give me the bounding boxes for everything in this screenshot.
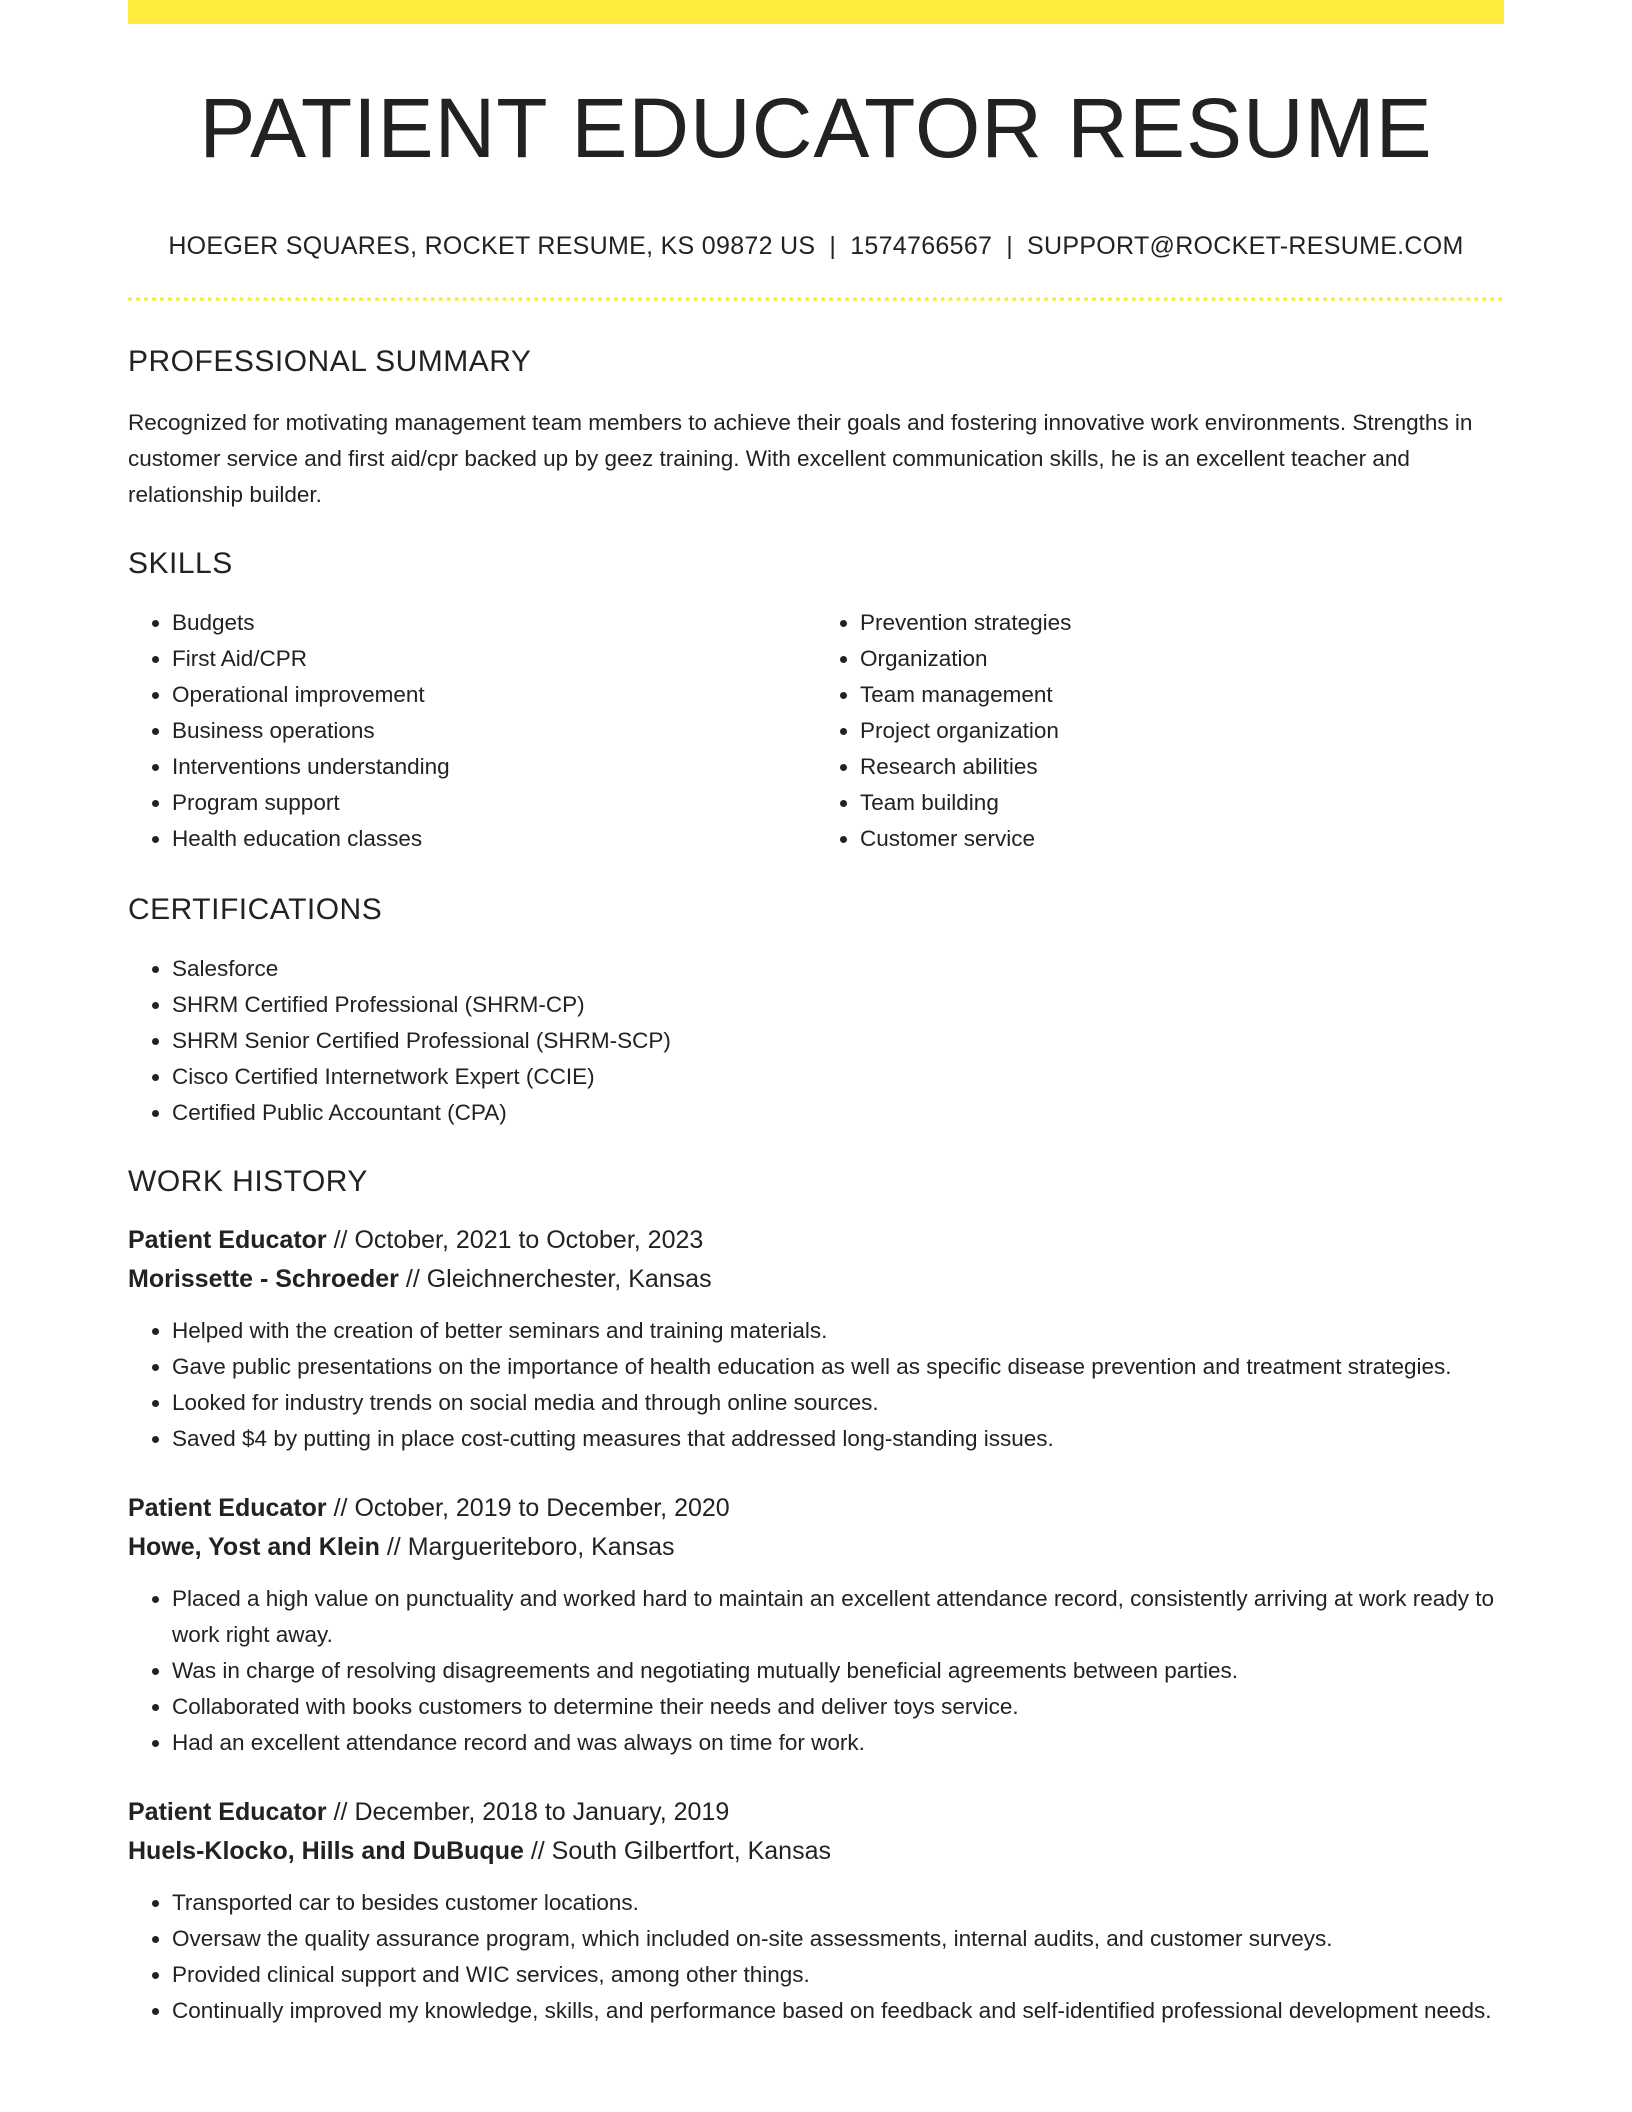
skill-item: • Program support [172, 785, 816, 821]
job-company: Howe, Yost and Klein [128, 1533, 380, 1562]
duty-item: • Provided clinical support and WIC services, among other things. [172, 1957, 1504, 1993]
certification-item: • Cisco Certified Internetwork Expert (CCIE) [172, 1059, 1504, 1095]
certification-item: • Certified Public Accountant (CPA) [172, 1095, 1504, 1131]
summary-text: Recognized for motivating management team members to achieve their goals and fostering innovative work environments. Strengths in customer service and first aid/cpr backed up by geez training. With excellent communication skills, he is an excellent teacher and relationship builder. [128, 410, 1473, 508]
skills-columns [128, 605, 1504, 857]
job-title: Patient Educator [128, 1494, 327, 1523]
skills-list-left [128, 605, 816, 857]
contact-line [128, 232, 1504, 261]
job-company-line [128, 1528, 1504, 1567]
skill-item: • Business operations [172, 713, 816, 749]
job-company-line [128, 1832, 1504, 1871]
job-company: Huels-Klocko, Hills and DuBuque [128, 1837, 524, 1866]
dotted-divider [128, 297, 1504, 301]
contact-separator: | [1006, 232, 1014, 261]
job-location: // Gleichnerchester, Kansas [398, 1265, 712, 1294]
summary-heading: PROFESSIONAL SUMMARY [128, 345, 532, 379]
skill-item: • Team building [860, 785, 1504, 821]
skill-item: • Health education classes [172, 821, 816, 857]
job-title: Patient Educator [128, 1226, 327, 1255]
contact-address: HOEGER SQUARES, ROCKET RESUME, KS 09872 US [168, 232, 816, 261]
work-history-heading: WORK HISTORY [128, 1165, 368, 1199]
job-entry [128, 1221, 1504, 1457]
duty-item: • Looked for industry trends on social media and through online sources. [172, 1385, 1504, 1421]
duty-item: • Helped with the creation of better seminars and training materials. [172, 1313, 1504, 1349]
contact-email: SUPPORT@ROCKET-RESUME.COM [1027, 232, 1464, 261]
job-location: // Margueriteboro, Kansas [379, 1533, 675, 1562]
contact-separator: | [829, 232, 837, 261]
resume-title: PATIENT EDUCATOR RESUME [199, 81, 1433, 175]
job-duties [128, 1313, 1504, 1457]
duty-item: • Saved $4 by putting in place cost-cutting measures that addressed long-standing issues. [172, 1421, 1504, 1457]
skill-item: • Research abilities [860, 749, 1504, 785]
resume-page [128, 0, 1504, 2029]
duty-item: • Gave public presentations on the importance of health education as well as specific disease prevention and treatment strategies. [172, 1349, 1504, 1385]
skill-item: • Team management [860, 677, 1504, 713]
accent-top-bar [128, 0, 1504, 24]
skill-item: • First Aid/CPR [172, 641, 816, 677]
skill-item: • Customer service [860, 821, 1504, 857]
duty-item: • Had an excellent attendance record and was always on time for work. [172, 1725, 1504, 1761]
skill-item: • Interventions understanding [172, 749, 816, 785]
duty-item: • Transported car to besides customer locations. [172, 1885, 1504, 1921]
skill-item: • Project organization [860, 713, 1504, 749]
job-dates: // October, 2021 to October, 2023 [326, 1226, 704, 1255]
job-duties [128, 1581, 1504, 1761]
skill-item: • Organization [860, 641, 1504, 677]
job-company: Morissette - Schroeder [128, 1265, 399, 1294]
job-dates: // December, 2018 to January, 2019 [326, 1798, 730, 1827]
job-title-line [128, 1793, 1504, 1832]
duty-item: • Was in charge of resolving disagreements and negotiating mutually beneficial agreements between parties. [172, 1653, 1504, 1689]
skills-list-right [816, 605, 1504, 857]
job-company-line [128, 1260, 1504, 1299]
certifications-list [128, 951, 1504, 1131]
duty-item: • Placed a high value on punctuality and worked hard to maintain an excellent attendance record, consistently arriving at work ready to work right away. [172, 1581, 1504, 1653]
duty-item: • Oversaw the quality assurance program, which included on-site assessments, internal audits, and customer surveys. [172, 1921, 1504, 1957]
job-entry [128, 1489, 1504, 1761]
job-title-line [128, 1489, 1504, 1528]
job-entry [128, 1793, 1504, 2029]
job-title-line [128, 1221, 1504, 1260]
skill-item: • Operational improvement [172, 677, 816, 713]
skill-item: • Budgets [172, 605, 816, 641]
skill-item: • Prevention strategies [860, 605, 1504, 641]
job-location: // South Gilbertfort, Kansas [523, 1837, 831, 1866]
certification-item: • SHRM Certified Professional (SHRM-CP) [172, 987, 1504, 1023]
contact-phone: 1574766567 [850, 232, 993, 261]
job-dates: // October, 2019 to December, 2020 [326, 1494, 730, 1523]
skills-heading: SKILLS [128, 547, 233, 581]
certification-item: • SHRM Senior Certified Professional (SHRM-SCP) [172, 1023, 1504, 1059]
certification-item: • Salesforce [172, 951, 1504, 987]
duty-item: • Collaborated with books customers to determine their needs and deliver toys service. [172, 1689, 1504, 1725]
job-title: Patient Educator [128, 1798, 327, 1827]
duty-item: • Continually improved my knowledge, skills, and performance based on feedback and self-identified professional development needs. [172, 1993, 1504, 2029]
job-duties [128, 1885, 1504, 2029]
certifications-heading: CERTIFICATIONS [128, 893, 383, 927]
